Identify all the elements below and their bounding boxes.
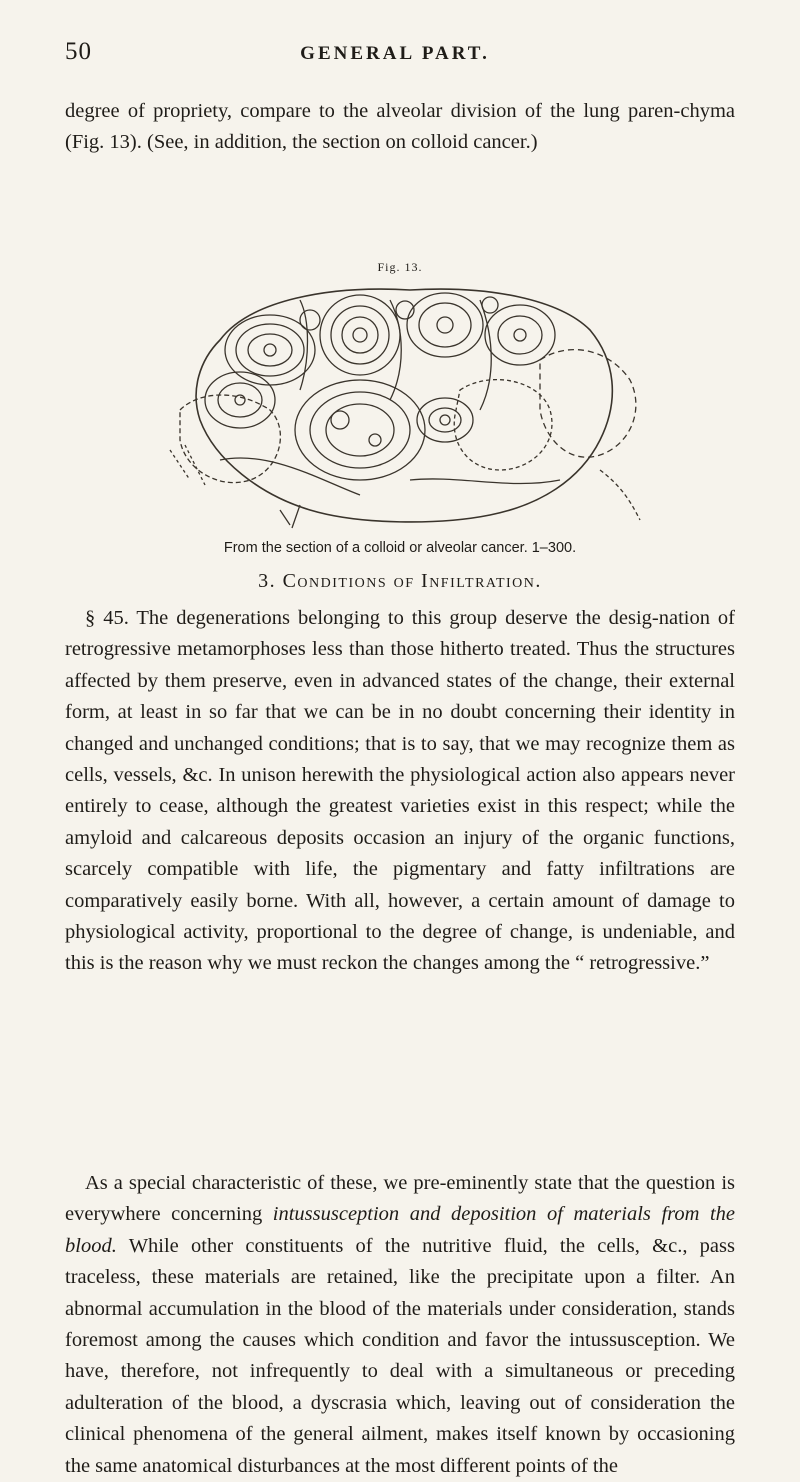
paragraph-45: § 45. The degenerations belonging to this group deserve the desig-nation of retrogressive metamorphoses less than those hitherto treated. Thus the structures affected by them preserve, even in advanced states of the change, their external form, at least in so far that we can be in no doubt concerning their identity in changed and unchanged conditions; that is to say, that we may recognize them as cells, vessels, &c. In unison herewith the physiological action also appears never entirely to cease, although the greatest varieties exist in this respect; while the amyloid and calcareous deposits occasion an injury of the organic functions, scarcely compatible with life, the pigmentary and fatty infiltrations are comparatively easily borne. With all, however, a certain amount of damage to physiological activity, proportional to the degree of change, is undeniable, and this is the reason why we must reckon the changes among the “ retrogressive.” [65,607,735,975]
section-heading: 3. Conditions of Infiltration. [258,570,542,592]
figure-alveolar-cancer-illustration [160,280,660,530]
paragraph-text-after: While other constituents of the nutritive fluid, the cells, &c., pass traceless, these materials are retained, like the precipitate upon a filter. An abnormal accumulation in the blood of the materials under consideration, stands foremost among the causes which condition and favor the intussusception. We have, therefore, not infrequently to deal with a simultaneous or preceding adulteration of the blood, a dyscrasia which, leaving out of consideration the clinical phenomena of the general ailment, makes itself known by occasioning the same anatomical disturbances at the most different points of the [65,1234,735,1477]
page-number: 50 [65,38,92,65]
figure-label: Fig. 13. [377,260,423,274]
paragraph-italic-phrase: intussusception and deposition of materials from the blood. [65,1203,735,1257]
running-head [65,38,725,78]
lead-paragraph: degree of propriety, compare to the alveolar division of the lung paren-chyma (Fig. 13). (See, in addition, the section on colloid cancer.) [65,100,735,154]
engraving-illustration [160,280,660,530]
paragraph-special-characteristic [65,1168,735,1482]
paragraph-text-before: As a special characteristic of these, we pre-eminently state that the question is everywhere concerning [65,1172,735,1226]
figure-caption: From the section of a colloid or alveolar cancer. 1–300. [223,540,577,556]
running-head-title: GENERAL PART. [300,43,490,64]
